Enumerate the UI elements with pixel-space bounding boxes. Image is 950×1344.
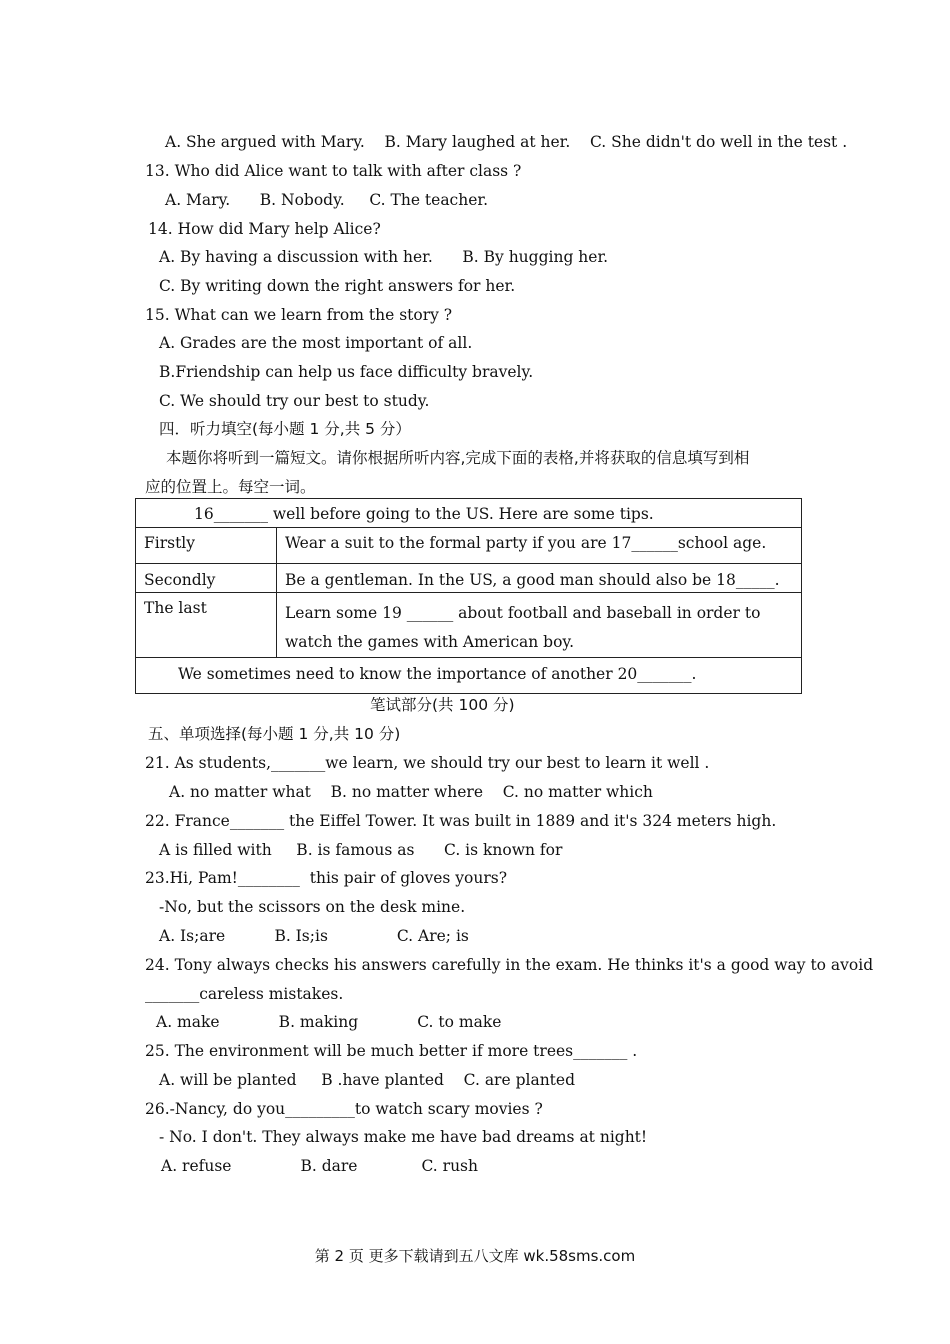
q22-question: 22. France_______ the Eiffel Tower. It was built in 1889 and it's 324 meters high.	[145, 812, 777, 830]
section-four-instructions-1: 本题你将听到一篇短文。请你根据所听内容,完成下面的表格,并将获取的信息填写到相	[166, 449, 750, 467]
q15-option-a: A. Grades are the most important of all.	[159, 334, 473, 352]
table-footer-row: We sometimes need to know the importance of another 20_______.	[136, 658, 802, 694]
page-footer: 第 2 页 更多下载请到五八文库 wk.58sms.com	[314, 1247, 636, 1265]
q26-options: A. refuse B. dare C. rush	[161, 1157, 478, 1175]
q25-options: A. will be planted B .have planted C. are planted	[159, 1071, 575, 1089]
q26-question: 26.-Nancy, do you_________to watch scary movies ?	[145, 1100, 543, 1118]
q14-options-ab: A. By having a discussion with her. B. By hugging her.	[159, 248, 609, 266]
q23-options: A. Is;are B. Is;is C. Are; is	[159, 927, 469, 945]
q15-option-b: B.Friendship can help us face difficulty bravely.	[159, 363, 534, 381]
section-four-instructions-2: 应的位置上。每空一词。	[145, 478, 316, 496]
q24-question-1: 24. Tony always checks his answers carefully in the exam. He thinks it's a good way to avoid	[145, 956, 874, 974]
q21-question: 21. As students,_______we learn, we should try our best to learn it well .	[145, 754, 710, 772]
q24-options: A. make B. making C. to make	[156, 1013, 502, 1031]
table-header-row: 16_______ well before going to the US. Here are some tips.	[136, 499, 802, 528]
q21-options: A. no matter what B. no matter where C. no matter which	[169, 783, 653, 801]
q23-question: 23.Hi, Pam!________ this pair of gloves yours?	[145, 869, 508, 887]
table-row-text: Be a gentleman. In the US, a good man should also be 18_____.	[277, 564, 802, 593]
q14-option-c: C. By writing down the right answers for her.	[159, 277, 516, 295]
section-four-heading: 四．听力填空(每小题 1 分,共 5 分）	[159, 420, 411, 438]
q15-question: 15. What can we learn from the story ?	[145, 306, 453, 324]
section-five-heading: 五、单项选择(每小题 1 分,共 10 分)	[148, 725, 401, 743]
table-row-label: Secondly	[136, 564, 277, 593]
table-row-label: The last	[136, 593, 277, 658]
table-row-label: Firstly	[136, 528, 277, 564]
q15-option-c: C. We should try our best to study.	[159, 392, 430, 410]
q12-options: A. She argued with Mary. B. Mary laughed at her. C. She didn't do well in the test .	[165, 133, 848, 151]
written-section-title: 笔试部分(共 100 分)	[370, 696, 515, 714]
q26-response: - No. I don't. They always make me have bad dreams at night!	[159, 1128, 648, 1146]
q22-options: A is filled with B. is famous as C. is known for	[159, 841, 563, 859]
q25-question: 25. The environment will be much better if more trees_______ .	[145, 1042, 638, 1060]
q14-question: 14. How did Mary help Alice?	[148, 220, 381, 238]
listening-table	[135, 498, 802, 694]
table-row-text: Learn some 19 ______ about football and baseball in order to watch the games with American boy.	[277, 593, 802, 658]
q24-question-2: _______careless mistakes.	[145, 985, 344, 1003]
q13-options: A. Mary. B. Nobody. C. The teacher.	[165, 191, 489, 209]
q23-response: -No, but the scissors on the desk mine.	[159, 898, 466, 916]
table-row-text: Wear a suit to the formal party if you are 17______school age.	[277, 528, 802, 564]
q13-question: 13. Who did Alice want to talk with after class ?	[145, 162, 522, 180]
